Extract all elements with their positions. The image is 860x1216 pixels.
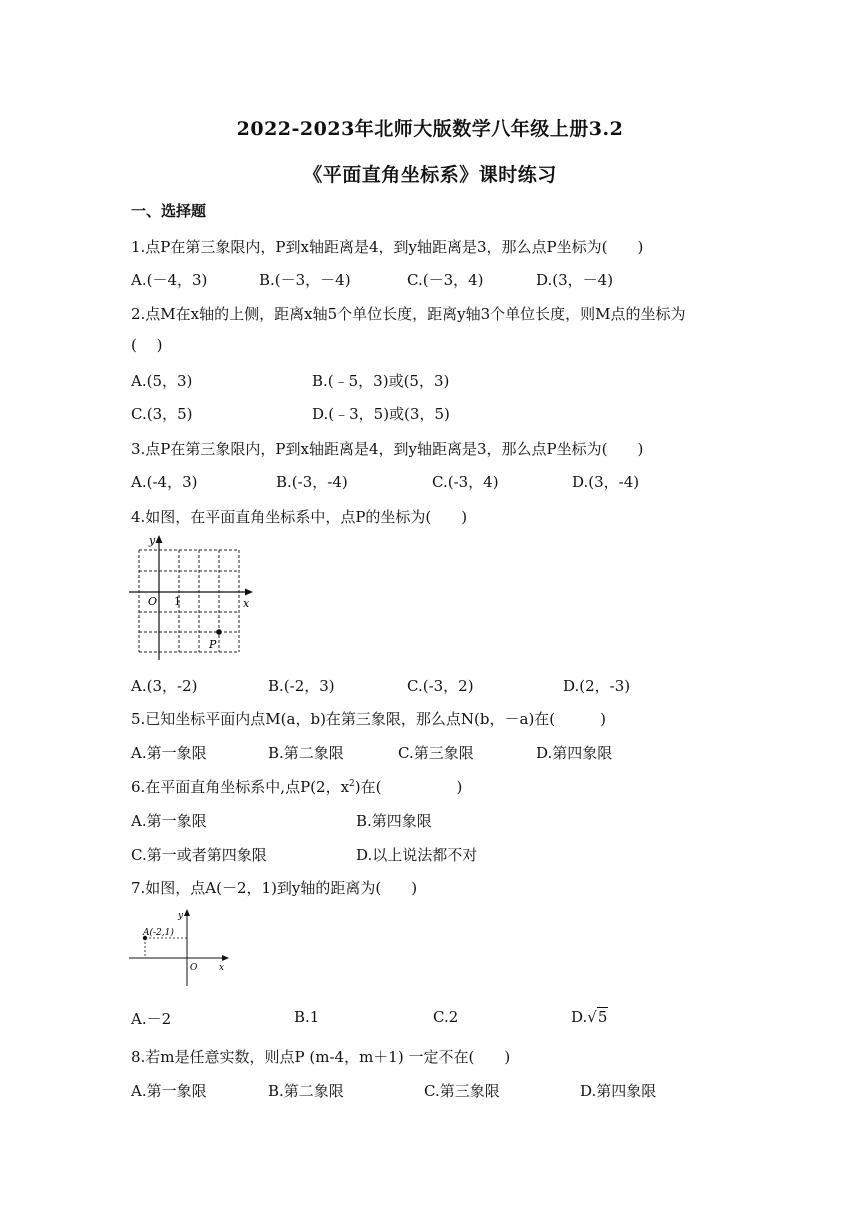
origin-label: O — [190, 963, 198, 973]
y-axis-arrow-icon — [156, 535, 163, 543]
question-4-coordinate-figure — [125, 532, 260, 662]
question-3-option-b: B.(-3，-4) — [276, 473, 348, 491]
question-5-stem: 5.已知坐标平面内点M(a，b)在第三象限，那么点N(b，－a)在( ) — [131, 710, 607, 728]
question-4-option-b: B.(-2，3) — [268, 677, 335, 695]
square-root-expression — [587, 1008, 608, 1026]
y-axis-label: y — [178, 911, 184, 921]
question-6-option-b: B.第四象限 — [356, 812, 432, 830]
question-3-option-a: A.(-4，3) — [131, 473, 198, 491]
question-7-option-d-prefix: D. — [571, 1008, 588, 1026]
point-p-label: P — [209, 638, 217, 651]
question-2-option-d: D.(﹣3，5)或(3，5) — [312, 405, 450, 423]
question-2-stem-line1: 2.点M在x轴的上侧，距离x轴5个单位长度，距离y轴3个单位长度，则M点的坐标为 — [131, 305, 686, 323]
question-8-option-d: D.第四象限 — [580, 1082, 657, 1100]
point-a-label: A(-2,1) — [143, 928, 174, 938]
square-root-icon: √ — [587, 1008, 597, 1026]
question-8-stem: 8.若m是任意实数，则点P (m-4，m＋1) 一定不在( ) — [131, 1048, 511, 1066]
y-axis-label: y — [149, 534, 156, 547]
tick-label: 1 — [174, 595, 181, 608]
question-8-option-b: B.第二象限 — [268, 1082, 344, 1100]
question-6-stem-exponent: 2 — [349, 779, 355, 789]
question-6-stem — [131, 776, 462, 797]
document-title-line1: 2022-2023年北师大版数学八年级上册3.2 — [236, 118, 624, 140]
question-6-option-c: C.第一或者第四象限 — [131, 846, 267, 864]
question-1-option-c: C.(－3，4) — [407, 271, 484, 289]
question-1-option-a: A.(－4，3) — [131, 271, 208, 289]
question-6-stem-suffix: )在( ) — [354, 778, 463, 796]
question-4-option-d: D.(2，-3) — [563, 677, 631, 695]
question-3-option-d: D.(3，-4) — [572, 473, 640, 491]
question-5-option-a: A.第一象限 — [131, 744, 207, 762]
question-2-stem-line2: ( ) — [131, 336, 163, 354]
question-6-option-a: A.第一象限 — [131, 812, 207, 830]
question-5-option-b: B.第二象限 — [268, 744, 344, 762]
question-4-stem: 4.如图，在平面直角坐标系中，点P的坐标为( ) — [131, 508, 468, 526]
x-axis-label: x — [243, 597, 250, 610]
question-6-option-d: D.以上说法都不对 — [356, 846, 478, 864]
section-heading: 一、选择题 — [131, 202, 207, 220]
question-2-option-b: B.(﹣5，3)或(5，3) — [312, 372, 450, 390]
x-axis-arrow-icon — [245, 589, 253, 596]
question-5-option-c: C.第三象限 — [398, 744, 474, 762]
question-5-option-d: D.第四象限 — [536, 744, 613, 762]
square-root-radicand: 5 — [597, 1008, 608, 1026]
y-axis-arrow-icon — [184, 909, 190, 916]
question-4-option-a: A.(3，-2) — [131, 677, 198, 695]
question-7-stem: 7.如图，点A(－2，1)到y轴的距离为( ) — [131, 879, 418, 897]
question-7-option-b: B.1 — [294, 1008, 320, 1026]
question-8-option-c: C.第三象限 — [424, 1082, 500, 1100]
document-title-line2: 《平面直角坐标系》课时练习 — [303, 164, 557, 186]
question-1-stem: 1.点P在第三象限内，P到x轴距离是4，到y轴距离是3，那么点P坐标为( ) — [131, 238, 644, 256]
question-6-stem-prefix: 6.在平面直角坐标系中,点P(2，x — [131, 778, 350, 796]
question-1-option-b: B.(－3，－4) — [259, 271, 351, 289]
point-p — [216, 629, 222, 635]
question-3-stem: 3.点P在第三象限内，P到x轴距离是4，到y轴距离是3，那么点P坐标为( ) — [131, 440, 644, 458]
question-7-coordinate-figure — [125, 904, 240, 990]
question-2-option-c: C.(3，5) — [131, 405, 193, 423]
x-axis-label: x — [219, 963, 225, 973]
x-axis-arrow-icon — [222, 955, 229, 961]
question-3-option-c: C.(-3，4) — [432, 473, 499, 491]
question-7-option-d — [571, 1008, 608, 1026]
origin-label: O — [148, 595, 158, 608]
question-7-option-a: A.－2 — [131, 1010, 172, 1028]
question-1-option-d: D.(3，－4) — [536, 271, 614, 289]
question-7-option-c: C.2 — [433, 1008, 459, 1026]
question-8-option-a: A.第一象限 — [131, 1082, 207, 1100]
question-4-option-c: C.(-3，2) — [407, 677, 474, 695]
question-2-option-a: A.(5，3) — [131, 372, 193, 390]
